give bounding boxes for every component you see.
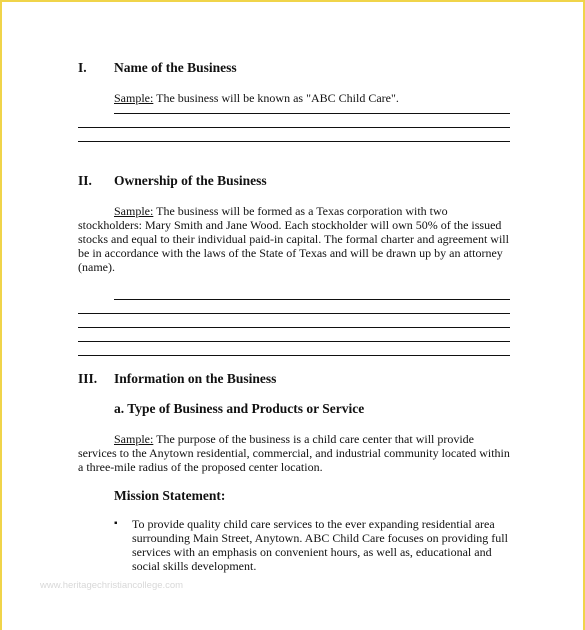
blank-line (78, 127, 510, 128)
blank-line (78, 327, 510, 328)
section-3-title: Information on the Business (114, 371, 277, 386)
sample-text: The business will be formed as a Texas corporation with two stockholders: Mary Smith and Jane Wood. Each stockholder will own 50% of the issued stocks and equal to their individual paid-in capital. The formal charter and agreement will be in accordance with the laws of the State of Texas and will be drawn up by an attorney (name). (78, 204, 509, 274)
sample-label: Sample: (114, 432, 154, 446)
bullet-marker: ▪ (114, 518, 118, 529)
section-2-heading (78, 173, 267, 189)
section-1-title: Name of the Business (114, 60, 237, 75)
blank-line (78, 141, 510, 142)
watermark: www.heritagechristiancollege.com (40, 580, 184, 591)
blank-line (114, 299, 510, 300)
section-1-sample (78, 91, 510, 105)
section-2-title: Ownership of the Business (114, 173, 267, 188)
sample-label: Sample: (114, 204, 154, 218)
blank-line (78, 355, 510, 356)
bullet-text: To provide quality child care services to the ever expanding residential area surrounding Main Street, Anytown. ABC Child Care focuses on providing full services with an emphasis on convenient hours, as well as, educational and social skills development. (132, 517, 508, 573)
section-1-number: I. (78, 60, 87, 75)
section-3-number: III. (78, 371, 98, 386)
blank-line (78, 313, 510, 314)
sample-label: Sample: (114, 91, 154, 105)
section-2-sample (78, 204, 510, 274)
blank-line (114, 113, 510, 114)
section-3-sample (78, 432, 510, 474)
section-3-heading (78, 371, 276, 387)
section-2-number: II. (78, 173, 92, 188)
blank-line (78, 341, 510, 342)
sample-text: The purpose of the business is a child care center that will provide services to the Anytown residential, commercial, and industrial community located within a three-mile radius of the proposed center location. (78, 432, 510, 474)
mission-statement-heading: Mission Statement: (114, 488, 226, 503)
section-1-heading (78, 60, 237, 76)
subsection-a-heading: a. Type of Business and Products or Service (114, 401, 365, 416)
sample-text: The business will be known as "ABC Child Care". (153, 91, 399, 105)
